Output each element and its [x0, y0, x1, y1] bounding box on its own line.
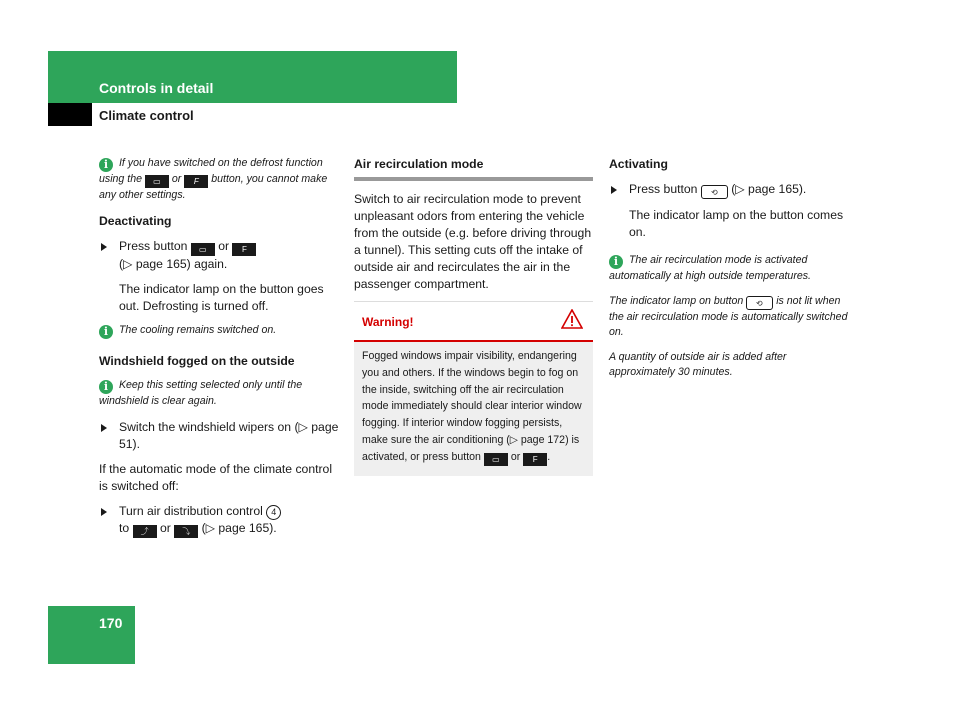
front-defrost-button-icon: F	[523, 453, 547, 466]
column-1	[99, 156, 339, 546]
cooling-note: i The cooling remains switched on.	[99, 323, 339, 339]
recirculation-para: Switch to air recirculation mode to prevent unpleasant odors from entering the vehicle from the outside (e.g. before driving through a tunnel). This setting cuts off the intake of outside air and recirculates the air in the passenger compartment.	[354, 192, 592, 291]
recirculation-button-icon: ⟲	[746, 296, 773, 310]
defrost-note: i If you have switched on the defrost function using the ▭ or F button, you cannot make any other settings.	[99, 157, 328, 201]
windshield-heading: Windshield fogged on the outside	[99, 354, 295, 368]
wiper-step: Switch the windshield wipers on (▷ page 51).	[99, 419, 339, 453]
page-number: 170	[99, 615, 123, 631]
warning-header	[354, 301, 593, 342]
info-icon: i	[99, 158, 113, 172]
activating-step: Press button ⟲ (▷ page 165).	[609, 181, 849, 199]
warning-title: Warning!	[362, 315, 414, 329]
activating-heading: Activating	[609, 157, 668, 171]
info-icon: i	[99, 380, 113, 394]
windshield-note: i Keep this setting selected only until the windshield is clear again.	[99, 379, 303, 407]
air-distribution-step: Turn air distribution control 4 to ⤴ or ⤵ (▷ page 165).	[99, 503, 339, 538]
column-3	[609, 156, 849, 390]
subsection-title: Climate control	[99, 108, 194, 123]
defrost-button-icon: ▭	[145, 175, 169, 188]
activating-result: The indicator lamp on the button comes on.	[629, 208, 844, 239]
deactivating-heading: Deactivating	[99, 214, 172, 228]
windshield-footwell-airflow-icon: ⤵	[174, 525, 198, 538]
warning-body: Fogged windows impair visibility, endangering you and others. If the windows begin to fog on the inside, switching off the air recirculation mode immediately should clear interior window fogging. If interior window fogging persists, make sure the air conditioning (▷ page 172) is activated, or press button ▭ or F .	[362, 350, 582, 464]
auto-recirculation-note: i The air recirculation mode is activated automatically at high outside temperatures.	[609, 254, 811, 282]
windshield-airflow-icon: ⤴	[133, 525, 157, 538]
auto-mode-para: If the automatic mode of the climate control is switched off:	[99, 462, 333, 493]
deactivating-result: The indicator lamp on the button goes out. Defrosting is turned off.	[119, 282, 324, 313]
control-number-badge: 4	[266, 505, 281, 520]
section-title: Controls in detail	[99, 80, 214, 96]
recirculation-heading: Air recirculation mode	[354, 156, 593, 181]
front-defrost-button-icon: F	[184, 175, 208, 188]
warning-box	[354, 301, 593, 476]
warning-triangle-icon	[561, 309, 583, 329]
header-marker	[48, 103, 92, 126]
recirculation-button-icon: ⟲	[701, 185, 728, 199]
front-defrost-button-icon: F	[232, 243, 256, 256]
defrost-button-icon: ▭	[484, 453, 508, 466]
outside-air-note: A quantity of outside air is added after approximately 30 minutes.	[609, 351, 787, 378]
deactivating-step: Press button ▭ or F (▷ page 165) again.	[99, 238, 339, 273]
defrost-button-icon: ▭	[191, 243, 215, 256]
column-2	[354, 156, 593, 476]
info-icon: i	[99, 325, 113, 339]
indicator-note: The indicator lamp on button ⟲ is not lit when the air recirculation mode is automatically switched on.	[609, 295, 848, 338]
info-icon: i	[609, 255, 623, 269]
